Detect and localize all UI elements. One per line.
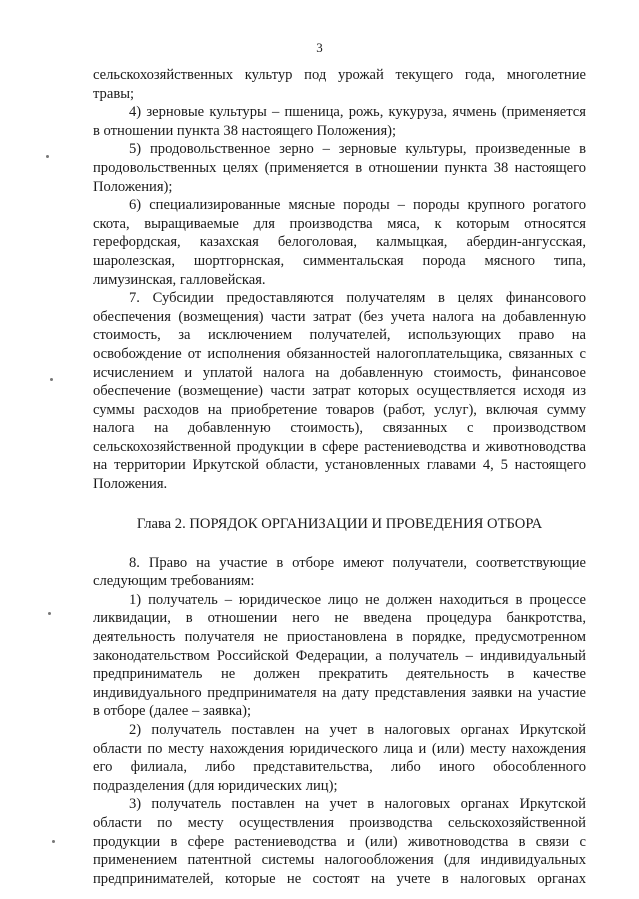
text-line: в отношении пункта 38 настоящего Положения); bbox=[93, 122, 397, 139]
text-line: шаролезская, шортгорнская, симментальская порода мясного типа, bbox=[93, 252, 586, 269]
text-line: лимузинская, галловейская. bbox=[93, 271, 266, 288]
text-line: 5) продовольственное зерно – зерновые культуры, произведенные в bbox=[129, 141, 586, 158]
text-line: 2) получатель поставлен на учет в налоговых органах Иркутской bbox=[129, 722, 586, 738]
chapter-title: Глава 2. ПОРЯДОК ОРГАНИЗАЦИИ И ПРОВЕДЕНИЯ ОТБОРА bbox=[136, 515, 543, 532]
text-line: индивидуального предпринимателя на дату представления заявки на участие bbox=[93, 684, 586, 701]
scan-speck bbox=[48, 612, 51, 615]
text-line: суммы расходов на приобретение товаров (работ, услуг), включая сумму bbox=[93, 401, 586, 418]
text-line: в отборе (далее – заявка); bbox=[93, 703, 251, 720]
scan-speck bbox=[50, 378, 53, 381]
scan-speck bbox=[52, 840, 55, 843]
text-line: ликвидации, в отношении него не введена процедура банкротства, bbox=[93, 610, 586, 627]
document-body bbox=[93, 66, 586, 888]
paragraph-item-8-3 bbox=[93, 795, 586, 888]
text-line: предприниматель не должен прекратить деятельность в качестве bbox=[93, 666, 586, 683]
text-line: предпринимателей, которые не состоят на учете в налоговых органах bbox=[93, 870, 586, 887]
text-line: травы; bbox=[93, 85, 135, 102]
text-line: обеспечения (возмещения) части затрат (без учета налога на добавленную bbox=[93, 308, 586, 325]
paragraph-item-4 bbox=[93, 103, 586, 140]
text-line: 6) специализированные мясные породы – породы крупного рогатого bbox=[129, 197, 586, 214]
text-line: законодательством Российской Федерации, а получатель – индивидуальный bbox=[93, 647, 586, 664]
text-line: скота, выращиваемые для производства мяса, к которым относятся bbox=[93, 215, 586, 232]
text-line: деятельность получателя не приостановлена в порядке, предусмотренном bbox=[93, 629, 586, 646]
text-line: сельскохозяйственных культур под урожай текущего года, многолетние bbox=[93, 67, 586, 83]
text-line: освобождение от исполнения обязанностей налогоплательщика, связанных с bbox=[93, 345, 586, 362]
text-line: Положения. bbox=[93, 476, 168, 493]
paragraph-item-7 bbox=[93, 289, 586, 494]
text-line: 3) получатель поставлен на учет в налоговых органах Иркутской bbox=[129, 796, 586, 813]
text-line: продукции в сфере растениеводства и (или) животноводства в связи с bbox=[93, 833, 586, 850]
paragraph-item-8 bbox=[93, 554, 586, 591]
text-line: стоимость, за исключением получателей, использующих право на bbox=[93, 327, 586, 344]
paragraph-item-8-1 bbox=[93, 591, 586, 721]
paragraph-item-8-2 bbox=[93, 721, 586, 795]
text-line: области по месту осуществления производства сельскохозяйственной bbox=[93, 814, 586, 831]
text-line: 8. Право на участие в отборе имеют получатели, соответствующие bbox=[129, 554, 586, 571]
text-line: обеспечение (возмещение) части затрат которых осуществляется исходя из bbox=[93, 383, 586, 400]
text-line: области по месту нахождения юридического лица и (или) месту нахождения bbox=[93, 740, 586, 757]
text-line: сельскохозяйственной продукции в сфере растениеводства и животноводства bbox=[93, 438, 586, 455]
text-line: 7. Субсидии предоставляются получателям в целях финансового bbox=[129, 290, 586, 307]
paragraph-item-6 bbox=[93, 196, 586, 289]
text-line: исчислением и уплатой налога на добавленную стоимость, финансовое bbox=[93, 364, 586, 381]
text-line: на территории Иркутской области, установленных главами 4, 5 настоящего bbox=[93, 457, 586, 474]
text-line: 1) получатель – юридическое лицо не должен находиться в процессе bbox=[129, 591, 586, 608]
text-line: его филиала, либо представительства, либо иного обособленного bbox=[93, 759, 586, 776]
text-line: налога на добавленную стоимость), связанных с производством bbox=[93, 420, 586, 437]
text-line: 4) зерновые культуры – пшеница, рожь, кукуруза, ячмень (применяется bbox=[129, 104, 586, 121]
paragraph-item-5 bbox=[93, 140, 586, 196]
text-line: герефордская, казахская белоголовая, калмыцкая, абердин-ангусская, bbox=[93, 234, 586, 251]
text-line: применением патентной системы налогообложения (для индивидуальных bbox=[93, 852, 586, 869]
paragraph-intro bbox=[93, 66, 586, 103]
text-line: следующим требованиям: bbox=[93, 573, 255, 590]
spacer bbox=[93, 534, 586, 554]
text-line: продовольственных целях (применяется в отношении пункта 38 настоящего bbox=[93, 159, 586, 176]
page-number: 3 bbox=[316, 40, 323, 55]
scan-speck bbox=[46, 155, 49, 158]
spacer bbox=[93, 494, 586, 514]
text-line: подразделения (для юридических лиц); bbox=[93, 777, 338, 794]
text-line: Положения); bbox=[93, 178, 173, 195]
